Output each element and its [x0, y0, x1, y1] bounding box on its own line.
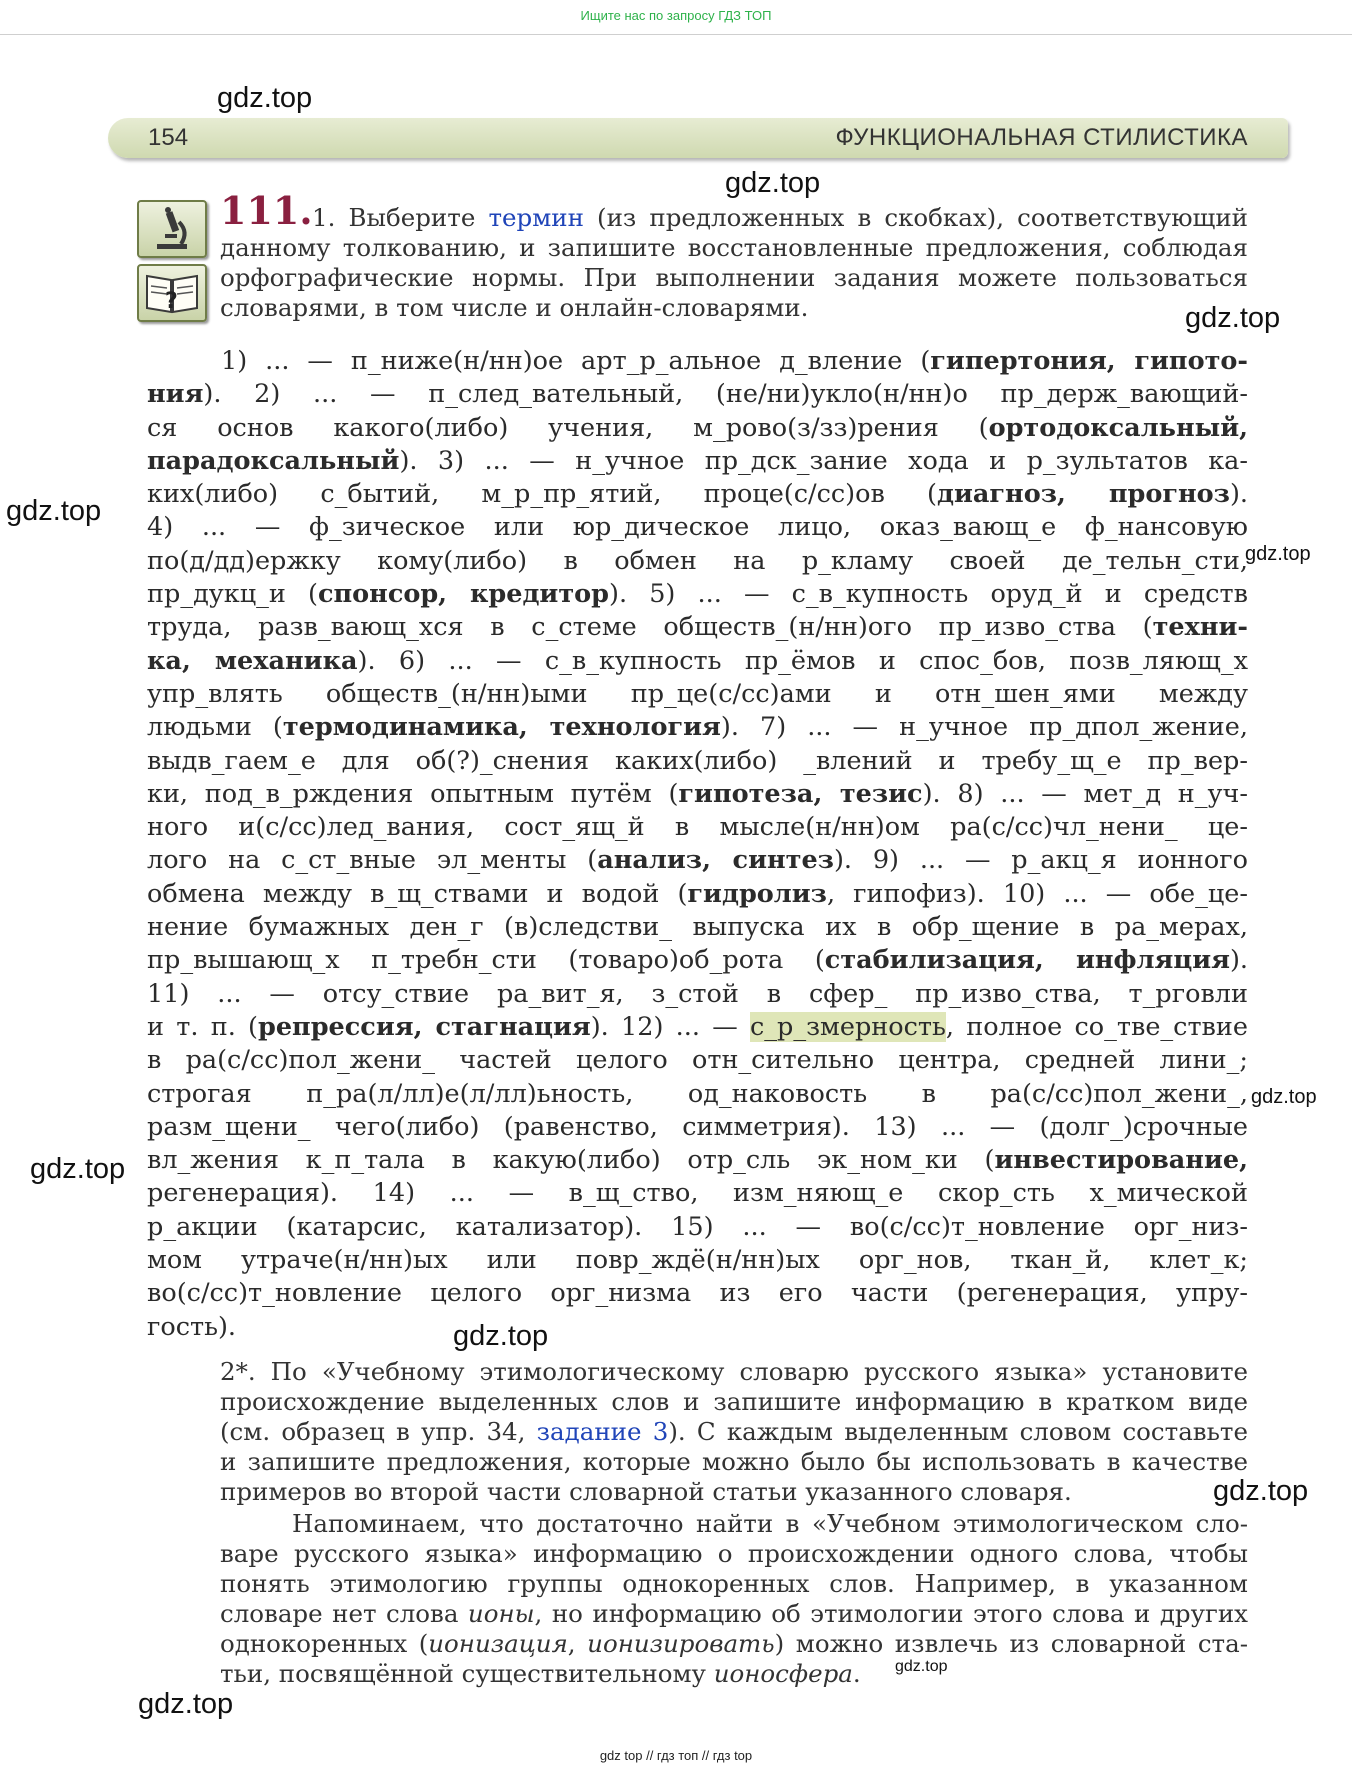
task1-line: ного и(с/сс)лед_вания, сост_ящ_й в мысле(н/нн)ом ра(с/сс)чл_нени_ це-	[147, 812, 1248, 843]
microscope-icon	[137, 200, 207, 258]
task1-line: лого на с_ст_вные эл_менты (анализ, синтез). 9) ... — р_акц_я ионного	[147, 845, 1248, 876]
top-banner[interactable]: Ищите нас по запросу ГДЗ ТОП	[0, 0, 1352, 35]
task1-line: мом утраче(н/нн)ых или повр_ждё(н/нн)ых орг_нов, ткан_й, клет_к;	[147, 1245, 1248, 1276]
watermark: gdz.top	[453, 1320, 549, 1352]
task1-line: обмена между в_щ_ствами и водой (гидролиз, гипофиз). 10) ... — обе_це-	[147, 878, 1248, 909]
task1-line: 11) ... — отсу_ствие ра_вит_я, з_стой в сфер_ пр_изво_ства, т_рговли	[147, 978, 1248, 1009]
task1-line: пр_вышающ_х п_требн_сти (товаро)об_рота (стабилизация, инфляция).	[147, 945, 1249, 976]
task1-line: в ра(с/сс)пол_жени_ частей целого отн_сительно центра, средней лини_;	[147, 1045, 1248, 1076]
watermark: gdz.top	[30, 1153, 126, 1185]
task1-line: 1) ... — п_ниже(н/нн)ое арт_р_альное д_вление (гипертония, гипото-	[221, 346, 1248, 376]
task1-line: нение бумажных ден_г (в)следстви_ выпуска их в обр_щение в ра_мерах,	[147, 912, 1248, 943]
task1-line: регенерация). 14) ... — в_щ_ство, изм_няющ_е скор_сть х_мической	[147, 1178, 1248, 1209]
task1-line: гость).	[147, 1311, 237, 1342]
task1-line: разм_щени_ чего(либо) (равенство, симметрия). 13) ... — (долг_)срочные	[147, 1111, 1248, 1142]
task1-line: парадоксальный). 3) ... — н_учное пр_дск_зание хода и р_зультатов ка-	[147, 445, 1248, 476]
task1-line: строгая п_ра(л/лл)е(л/лл)ьность, од_наковость в ра(с/сс)пол_жени_,	[147, 1078, 1248, 1109]
task1-line: упр_влять обществ_(н/нн)ыми пр_це(с/сс)ами и отн_шен_ями между	[147, 678, 1248, 709]
task1-line: труда, разв_вающ_хся в с_стеме обществ_(н/нн)ого пр_изво_ства (техни-	[147, 612, 1248, 643]
footer-links[interactable]: gdz top // гдз топ // гдз top	[599, 1748, 753, 1763]
task1-line: ка, механика). 6) ... — с_в_купность пр_ёмов и спос_бов, позв_ляющ_х	[147, 645, 1248, 676]
svg-text:?: ?	[165, 289, 178, 314]
task1-line: по(д/дд)ержку кому(либо) в обмен на р_кламу своей де_тельн_сти,	[147, 545, 1248, 576]
task-3-link[interactable]: задание 3	[536, 1417, 669, 1446]
task1-body	[147, 345, 1248, 1344]
task1-line: людьми (термодинамика, технология). 7) ... — н_учное пр_дпол_жение,	[147, 712, 1248, 743]
task1-line: ния). 2) ... — п_след_вательный, (не/ни)укло(н/нн)о пр_держ_вающий-	[147, 379, 1248, 410]
page-number: 154	[148, 124, 189, 151]
watermark: gdz.top	[725, 167, 821, 199]
watermark: gdz.top	[1251, 1086, 1317, 1108]
exercise-number: 111.	[220, 188, 313, 233]
task1-line: 4) ... — ф_зическое или юр_дическое лицо, оказ_вающ_е ф_нансовую	[147, 512, 1248, 543]
reminder-text: Напоминаем, что достаточно найти в «Учебном этимологическом сло- варе русского языка» информацию о происхождении одного слова, чтобы понять этимологию группы однокоренных слов. Например, в указанном словаре нет слова ионы, но информацию об этимологии этого слова и других однокоренных (ионизация, ионизировать) можно извлечь из словарной ста- тьи, посвящённой существительному ионосфера.	[220, 1509, 1249, 1688]
section-title: ФУНКЦИОНАЛЬНАЯ СТИЛИСТИКА	[835, 124, 1248, 151]
watermark: gdz.top	[895, 1658, 948, 1675]
watermark: gdz.top	[6, 495, 102, 527]
task1-line: ких(либо) с_бытий, м_р_пр_ятий, проце(с/сс)ов (диагноз, прогноз).	[147, 479, 1248, 510]
task1-line: и т. п. (репрессия, стагнация). 12) ... — с_р_змерность, полное со_тве_ствие	[147, 1011, 1248, 1042]
task2-text: 2*. По «Учебному этимологическому словарю русского языка» установите происхождение выделенных слов и запишите информацию в кратком виде (см. образец в упр. 34, задание 3). С каждым выделенным словом составьте и запишите предложения, которые можно было бы использовать в качестве примеров во второй части словарной статьи указанного словаря.	[220, 1357, 1248, 1506]
task1-line: р_акции (катарсис, катализатор). 15) ... — во(с/сс)т_новление орг_низ-	[147, 1211, 1248, 1242]
task1-line: ки, под_в_рждения опытным путём (гипотеза, тезис). 8) ... — мет_д н_уч-	[147, 778, 1248, 809]
task1-line: вл_жения к_п_тала в какую(либо) отр_сль эк_ном_ки (инвестирование,	[147, 1145, 1248, 1176]
term-link[interactable]: термин	[488, 203, 584, 232]
dictionary-book-icon	[137, 264, 207, 322]
watermark: gdz.top	[138, 1688, 234, 1720]
watermark: gdz.top	[1213, 1475, 1309, 1507]
watermark: gdz.top	[1245, 543, 1311, 565]
watermark: gdz.top	[1185, 302, 1281, 334]
task1-line: выдв_гаем_е для об(?)_снения каких(либо) _влений и требу_щ_е пр_вер-	[147, 745, 1248, 776]
task1-line: ся основ какого(либо) учения, м_рово(з/зз)рения (ортодоксальный,	[147, 412, 1248, 443]
task1-line: во(с/сс)т_новление целого орг_низма из его части (регенерация, упру-	[147, 1278, 1248, 1309]
watermark: gdz.top	[217, 82, 313, 114]
task1-intro: 1. Выберите термин (из предложенных в скобках), соответствующий данному толкованию, и запишите восстановленные предложения, соблюдая орфографические нормы. При выполнении задания можете пользоваться словарями, в том числе и онлайн-словарями.	[220, 203, 1248, 322]
task1-line: пр_дукц_и (спонсор, кредитор). 5) ... — с_в_купность оруд_й и средств	[147, 579, 1248, 610]
